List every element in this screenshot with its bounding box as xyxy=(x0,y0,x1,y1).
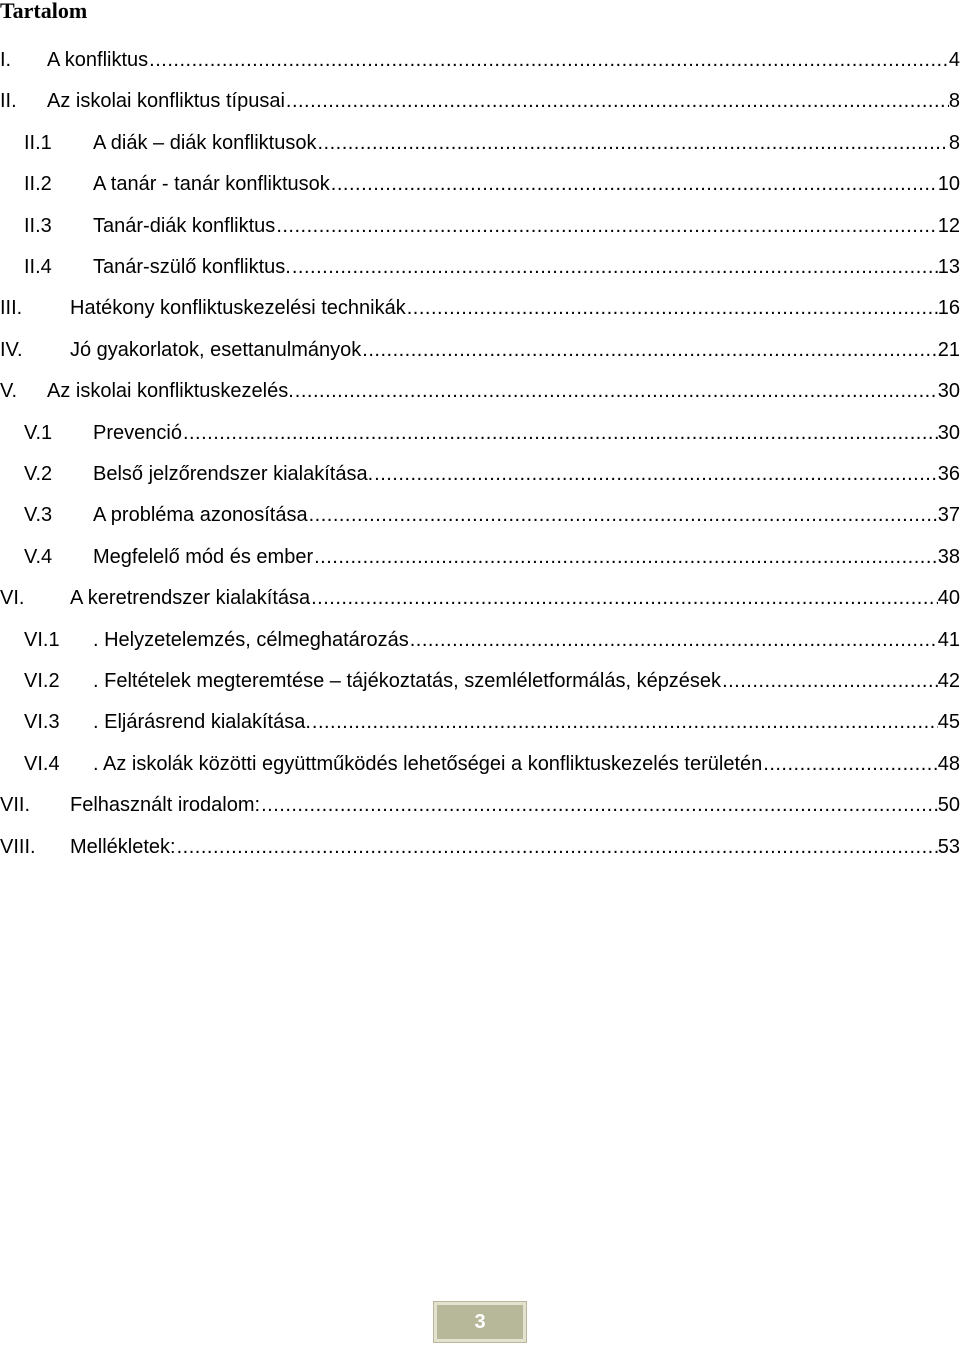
toc-entry[interactable] xyxy=(0,791,960,819)
toc-entry-title: Megfelelő mód és ember xyxy=(93,546,314,568)
toc-entry-page: 30 xyxy=(937,422,960,444)
toc-entry-number: IV. xyxy=(0,339,23,361)
toc-entry[interactable] xyxy=(0,543,960,571)
toc-dot-leader xyxy=(285,87,949,115)
toc-dot-leader xyxy=(260,791,938,819)
toc-entry-number: V. xyxy=(0,380,18,402)
toc-entry-title: Prevenció xyxy=(93,422,182,444)
toc-entry-page: 41 xyxy=(937,629,960,651)
toc-entry[interactable] xyxy=(0,253,960,281)
toc-entry-page: 45 xyxy=(937,711,960,733)
toc-entry-page: 36 xyxy=(937,463,960,485)
toc-title: Tartalom xyxy=(0,0,88,23)
toc-entry-title: Tanár-diák konfliktus xyxy=(93,215,276,237)
page-number-badge xyxy=(434,1302,526,1342)
toc-entry-number: II.4 xyxy=(24,256,52,278)
toc-entry-page: 50 xyxy=(937,794,960,816)
toc-entry-page: 30 xyxy=(937,380,960,402)
toc-dot-leader xyxy=(311,708,938,736)
toc-dot-leader xyxy=(313,543,938,571)
toc-entry-number: II.2 xyxy=(24,173,52,195)
toc-entry-number: V.3 xyxy=(24,504,53,526)
toc-entry-page: 42 xyxy=(937,670,960,692)
toc-entry-title: Belső jelzőrendszer kialakítása. xyxy=(93,463,374,485)
toc-entry-page: 37 xyxy=(937,504,960,526)
toc-entry-number: V.4 xyxy=(24,546,53,568)
toc-entry-page: 38 xyxy=(937,546,960,568)
toc-entry-title: A tanár - tanár konfliktusok xyxy=(93,173,330,195)
toc-entry-page: 40 xyxy=(937,587,960,609)
toc-entry-page: 10 xyxy=(937,173,960,195)
toc-entry-title: . Helyzetelemzés, célmeghatározás xyxy=(93,629,409,651)
toc-entry-page: 53 xyxy=(937,836,960,858)
toc-entry-title: A probléma azonosítása xyxy=(93,504,308,526)
toc-dot-leader xyxy=(294,377,938,405)
toc-entry[interactable] xyxy=(0,667,960,695)
toc-dot-leader xyxy=(308,501,938,529)
toc-dot-leader xyxy=(291,253,938,281)
toc-entry[interactable] xyxy=(0,584,960,612)
toc-entry-title: A diák – diák konfliktusok xyxy=(93,132,317,154)
toc-dot-leader xyxy=(406,294,938,322)
toc-entry-title: . Az iskolák közötti együttműködés lehetőségei a konfliktuskezelés területén xyxy=(93,753,763,775)
toc-entry-page: 48 xyxy=(937,753,960,775)
toc-entry-number: II.1 xyxy=(24,132,52,154)
toc-entry[interactable] xyxy=(0,501,960,529)
toc-entry[interactable] xyxy=(0,87,960,115)
toc-entry[interactable] xyxy=(0,170,960,198)
toc-entry[interactable] xyxy=(0,129,960,157)
toc-entry-number: I. xyxy=(0,49,12,71)
toc-entry[interactable] xyxy=(0,46,960,74)
toc-entry-title: . Feltételek megteremtése – tájékoztatás, szemléletformálás, képzések xyxy=(93,670,722,692)
toc-dot-leader xyxy=(182,419,938,447)
toc-entry[interactable] xyxy=(0,460,960,488)
toc-entry-page: 8 xyxy=(948,132,960,154)
toc-entry-number: III. xyxy=(0,297,23,319)
toc-dot-leader xyxy=(762,750,937,778)
toc-entry-number: VI. xyxy=(0,587,25,609)
toc-dot-leader xyxy=(310,584,938,612)
toc-entry[interactable] xyxy=(0,626,960,654)
toc-entry[interactable] xyxy=(0,419,960,447)
toc-dot-leader xyxy=(275,212,937,240)
toc-entry[interactable] xyxy=(0,377,960,405)
toc-entry-title: . Eljárásrend kialakítása. xyxy=(93,711,311,733)
toc-entry-page: 13 xyxy=(937,256,960,278)
page-number: 3 xyxy=(474,1310,486,1333)
toc-entry-title: Tanár-szülő konfliktus. xyxy=(93,256,291,278)
toc-entry-title: Mellékletek: xyxy=(70,836,176,858)
toc-dot-leader xyxy=(316,129,948,157)
toc-entry-page: 12 xyxy=(937,215,960,237)
toc-entry-number: V.2 xyxy=(24,463,53,485)
toc-dot-leader xyxy=(330,170,938,198)
toc-entry-page: 21 xyxy=(937,339,960,361)
toc-entry-number: VI.2 xyxy=(24,670,60,692)
toc-entry[interactable] xyxy=(0,212,960,240)
toc-entry-title: Felhasznált irodalom: xyxy=(70,794,261,816)
toc-entry-page: 8 xyxy=(948,90,960,112)
toc-entry-title: A konfliktus xyxy=(47,49,149,71)
toc-dot-leader xyxy=(409,626,938,654)
toc-entry-number: VI.1 xyxy=(24,629,60,651)
toc-dot-leader xyxy=(373,460,938,488)
toc-entry-number: VI.3 xyxy=(24,711,60,733)
toc-entry-number: II.3 xyxy=(24,215,52,237)
toc-dot-leader xyxy=(721,667,938,695)
toc-dot-leader xyxy=(176,833,938,861)
toc-entry-title: Az iskolai konfliktuskezelés. xyxy=(47,380,294,402)
toc-entry[interactable] xyxy=(0,750,960,778)
toc-entry-page: 16 xyxy=(937,297,960,319)
toc-entry-title: Az iskolai konfliktus típusai xyxy=(47,90,285,112)
toc-entry-number: VII. xyxy=(0,794,31,816)
toc-entry[interactable] xyxy=(0,336,960,364)
toc-entry[interactable] xyxy=(0,294,960,322)
toc-entry[interactable] xyxy=(0,708,960,736)
toc-entry-title: A keretrendszer kialakítása xyxy=(70,587,311,609)
toc-entry-page: 4 xyxy=(948,49,960,71)
toc-entry-title: Jó gyakorlatok, esettanulmányok xyxy=(70,339,362,361)
toc-dot-leader xyxy=(148,46,949,74)
toc-entry-number: V.1 xyxy=(24,422,53,444)
toc-entry-title: Hatékony konfliktuskezelési technikák xyxy=(70,297,406,319)
toc-dot-leader xyxy=(361,336,937,364)
toc-entry-number: VIII. xyxy=(0,836,36,858)
toc-entry[interactable] xyxy=(0,833,960,861)
toc-entry-number: II. xyxy=(0,90,17,112)
toc-entry-number: VI.4 xyxy=(24,753,60,775)
